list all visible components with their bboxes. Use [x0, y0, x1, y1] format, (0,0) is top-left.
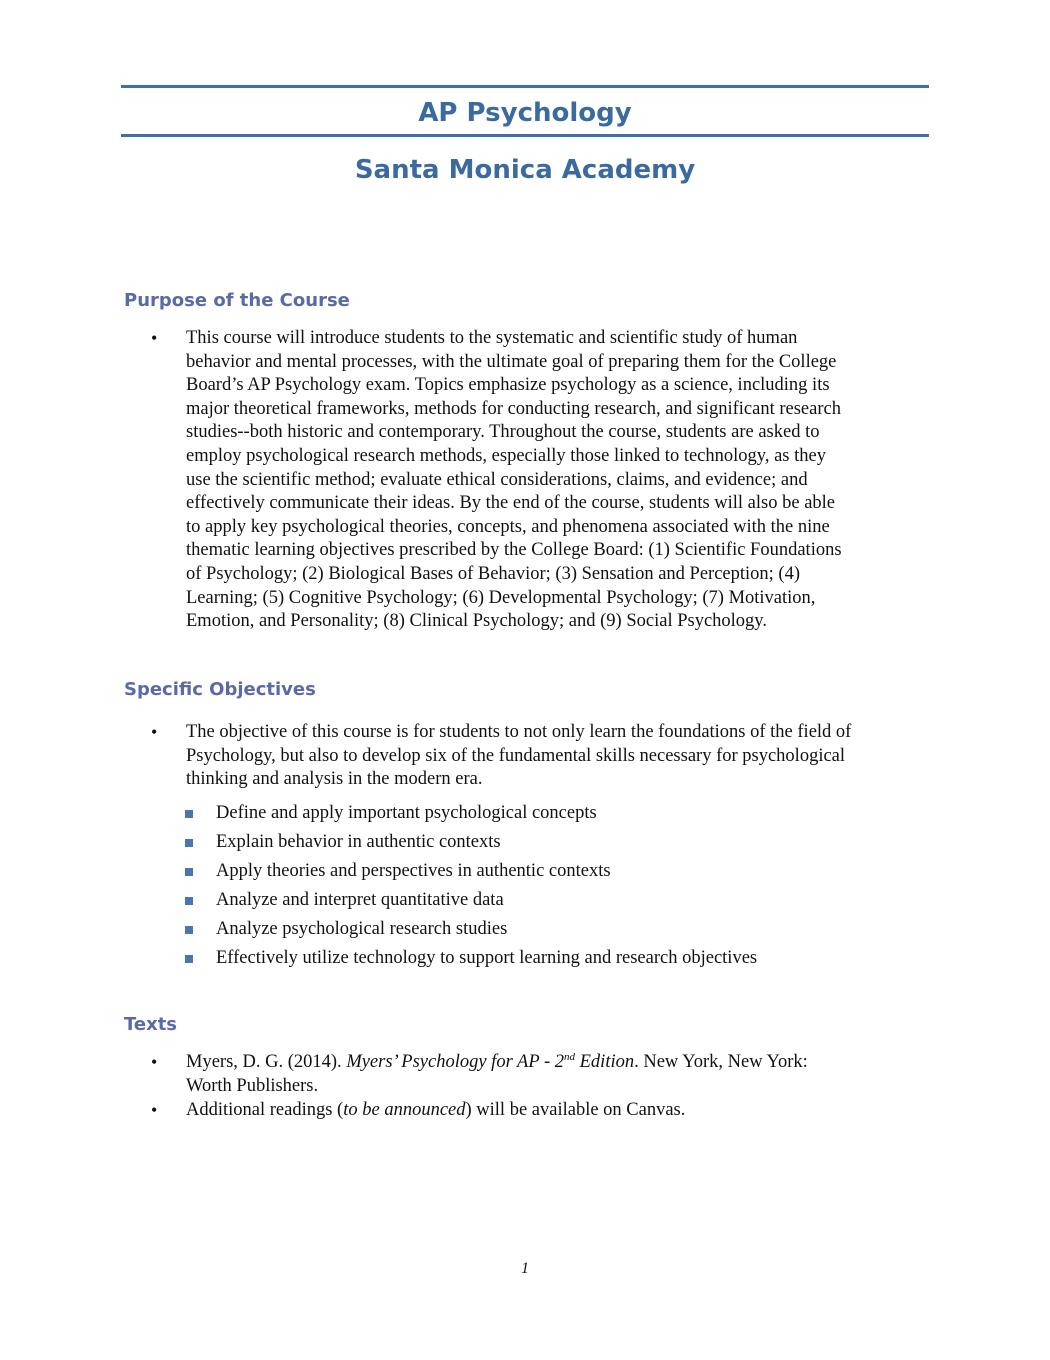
purpose-line: effectively communicate their ideas. By the end of the course, students will also be able — [186, 493, 836, 514]
texts-bullet-icon: • — [151, 1100, 158, 1120]
purpose-bullet-icon: • — [151, 328, 158, 348]
objectives-heading: Specific Objectives — [124, 679, 316, 700]
citation-line-2: Worth Publishers. — [186, 1075, 319, 1096]
square-bullet-icon — [185, 926, 193, 934]
objectives-intro-line: thinking and analysis in the modern era. — [186, 769, 483, 790]
square-bullet-icon — [185, 810, 193, 818]
purpose-line: to apply key psychological theories, concepts, and phenomena associated with the nine — [186, 516, 830, 537]
texts-heading: Texts — [124, 1014, 178, 1035]
skill-item: Analyze psychological research studies — [216, 919, 508, 939]
purpose-line: use the scientific method; evaluate ethical considerations, claims, and evidence; and — [186, 469, 808, 490]
page-number: 1 — [521, 1260, 529, 1277]
skill-item: Analyze and interpret quantitative data — [216, 890, 504, 910]
textbook-citation — [186, 1051, 936, 1098]
edition-superscript: nd — [564, 1050, 575, 1063]
objectives-intro-line: Psychology, but also to develop six of the fundamental skills necessary for psychological — [186, 745, 846, 766]
purpose-line: behavior and mental processes, with the ultimate goal of preparing them for the College — [186, 351, 837, 372]
objectives-intro-line: The objective of this course is for students to not only learn the foundations of the field of — [186, 722, 852, 742]
purpose-line: Emotion, and Personality; (8) Clinical Psychology; and (9) Social Psychology. — [186, 611, 767, 632]
document-title: AP Psychology — [418, 98, 632, 128]
citation-publisher-place: . New York, New York: — [634, 1052, 808, 1072]
document-subtitle: Santa Monica Academy — [354, 155, 696, 185]
purpose-line: thematic learning objectives prescribed by the College Board: (1) Scientific Foundations — [186, 540, 842, 561]
purpose-line: employ psychological research methods, especially those linked to technology, as they — [186, 445, 826, 466]
skill-item: Apply theories and perspectives in authentic contexts — [216, 861, 611, 881]
tba-note: to be announced — [343, 1100, 466, 1120]
purpose-line: Learning; (5) Cognitive Psychology; (6) Developmental Psychology; (7) Motivation, — [186, 587, 816, 608]
citation-line-1 — [186, 1051, 936, 1075]
title-top-rule — [121, 85, 929, 88]
skill-item: Explain behavior in authentic contexts — [216, 832, 501, 852]
square-bullet-icon — [185, 955, 193, 963]
purpose-heading: Purpose of the Course — [124, 290, 350, 311]
texts-bullet-icon: • — [151, 1052, 158, 1072]
citation-title: Myers’ Psychology for AP - 2nd Edition — [346, 1050, 635, 1072]
objectives-bullet-icon: • — [151, 722, 158, 742]
additional-readings: Additional readings (to be announced) will be available on Canvas. — [186, 1100, 686, 1120]
skill-item: Effectively utilize technology to support learning and research objectives — [216, 948, 758, 968]
square-bullet-icon — [185, 839, 193, 847]
purpose-line: Board’s AP Psychology exam. Topics emphasize psychology as a science, including its — [186, 375, 830, 396]
square-bullet-icon — [185, 897, 193, 905]
purpose-line: This course will introduce students to the systematic and scientific study of human — [186, 328, 798, 348]
purpose-line: of Psychology; (2) Biological Bases of Behavior; (3) Sensation and Perception; (4) — [186, 563, 800, 584]
citation-author: Myers, D. G. (2014). — [186, 1052, 347, 1072]
purpose-line: major theoretical frameworks, methods for conducting research, and significant research — [186, 398, 841, 419]
title-bottom-rule — [121, 134, 929, 137]
square-bullet-icon — [185, 868, 193, 876]
purpose-paragraph — [186, 327, 936, 634]
objectives-intro — [186, 721, 936, 792]
skill-item: Define and apply important psychological concepts — [216, 803, 597, 823]
purpose-line: studies--both historic and contemporary. Throughout the course, students are asked to — [186, 422, 820, 443]
